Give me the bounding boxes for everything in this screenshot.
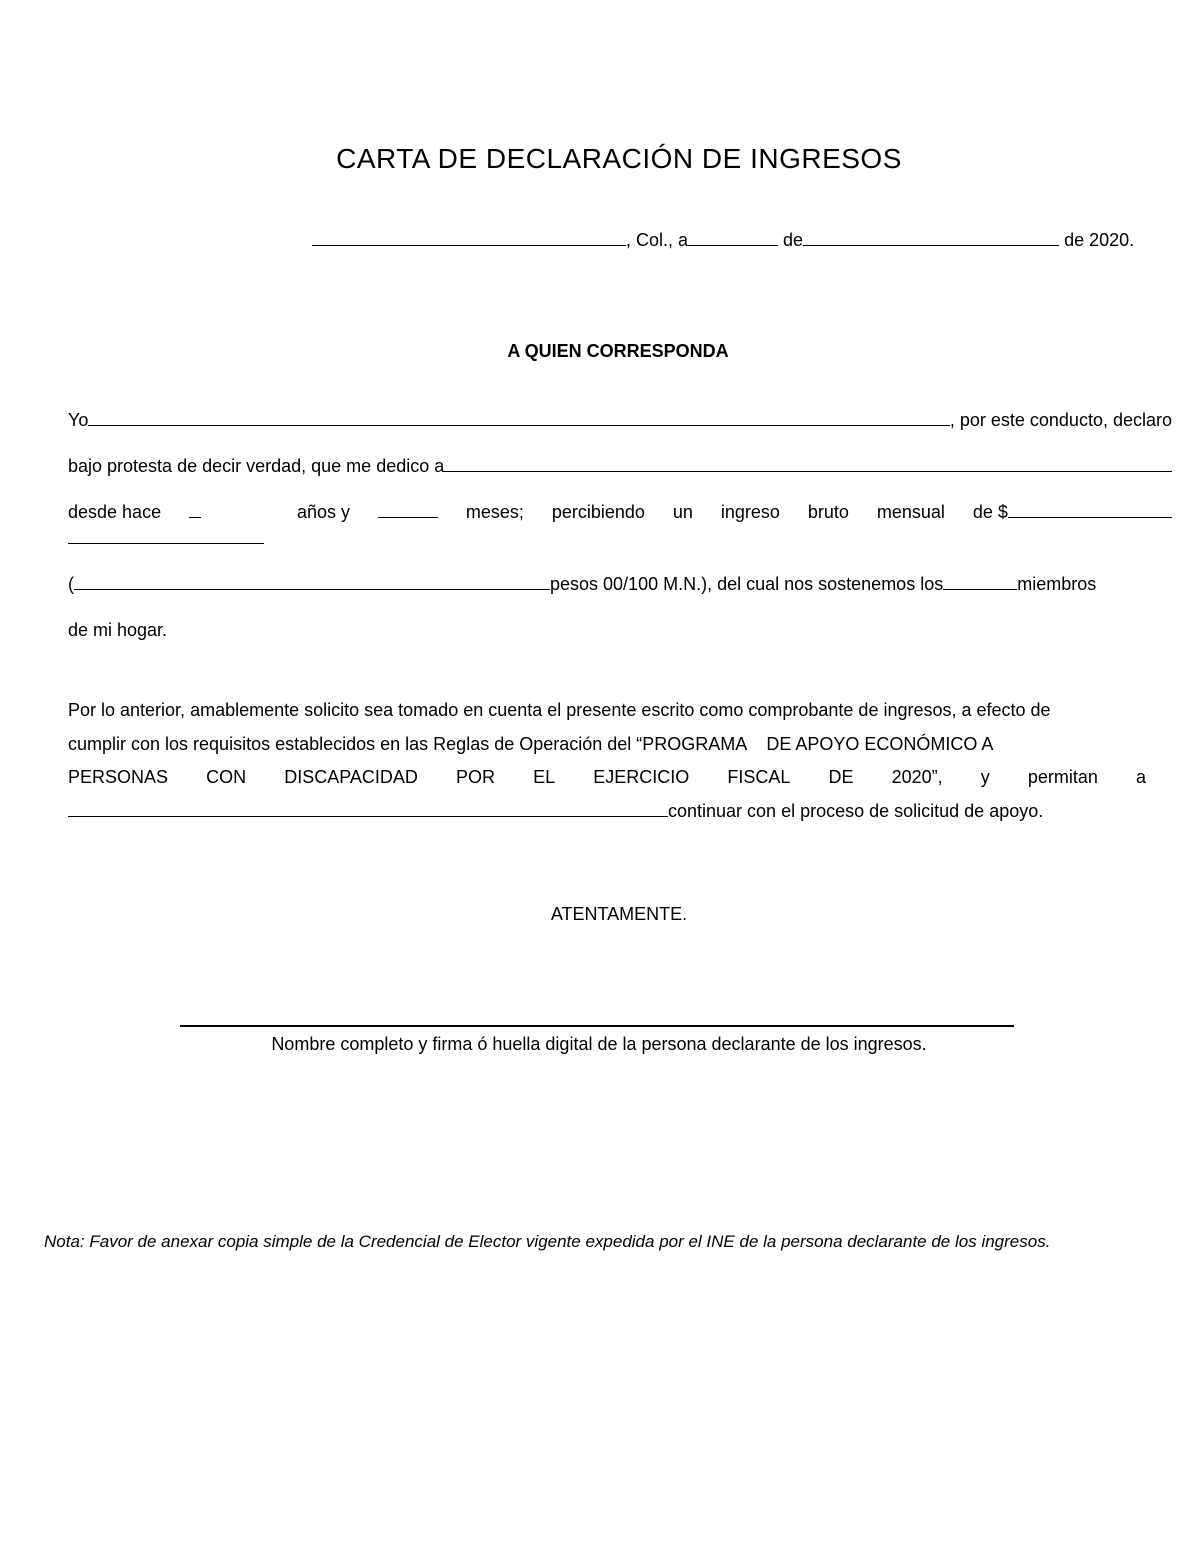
p2-word: FISCAL (727, 767, 791, 787)
de-dollar-text: de $ (972, 502, 1008, 522)
place-blank[interactable] (312, 229, 626, 246)
salutation: A QUIEN CORRESPONDA (507, 341, 729, 361)
body-line-amount-continued (68, 527, 264, 549)
closing: ATENTAMENTE. (550, 904, 688, 924)
p2-word: y (980, 767, 990, 787)
body-line-amount-words (68, 573, 1172, 595)
de-text: de (778, 230, 804, 250)
pesos-text: pesos 00/100 M.N.), del cual nos sostenemos los (550, 574, 944, 594)
ingreso-text: ingreso (720, 502, 780, 522)
yo-text: Yo (68, 410, 89, 430)
note: Nota: Favor de anexar copia simple de la Credencial de Elector vigente expedida por el INE de la persona declarante de los ingresos. (44, 1232, 1051, 1251)
signature-caption: Nombre completo y firma ó huella digital de la persona declarante de los ingresos. (271, 1034, 927, 1054)
members-blank[interactable] (943, 573, 1017, 590)
name-blank[interactable] (88, 409, 949, 426)
month-blank[interactable] (803, 229, 1059, 246)
amount-words-blank[interactable] (74, 573, 550, 590)
body-line-name (68, 409, 1172, 431)
amount-continued-blank[interactable] (68, 527, 264, 544)
p2-word: a (1135, 767, 1146, 787)
un-text: un (672, 502, 693, 522)
declaro-text: , por este conducto, declaro (949, 410, 1172, 430)
p2-word: POR (456, 767, 496, 787)
meses-text: meses; (465, 502, 524, 522)
document-title: CARTA DE DECLARACIÓN DE INGRESOS (336, 143, 902, 174)
miembros-text: miembros (1017, 574, 1097, 594)
body-line-hogar: de mi hogar. (68, 620, 168, 640)
open-paren-text: ( (68, 574, 74, 594)
p2-word: 2020”, (891, 767, 943, 787)
place-date-line (312, 229, 1134, 251)
body-line-income (68, 501, 1172, 523)
occupation-blank[interactable] (444, 455, 1172, 472)
body-line-occupation (68, 455, 1172, 477)
paragraph2-line2: cumplir con los requisitos establecidos en las Reglas de Operación del “PROGRAMA DE APOYO ECONÓMICO A (68, 734, 994, 754)
years-blank[interactable] (189, 501, 201, 518)
p2-word: permitan (1027, 767, 1098, 787)
percibiendo-text: percibiendo (551, 502, 645, 522)
reason-blank[interactable] (68, 800, 668, 817)
paragraph2-line4 (68, 800, 1043, 822)
continuar-text: continuar con el proceso de solicitud de apoyo. (668, 801, 1044, 821)
dedico-text: bajo protesta de decir verdad, que me dedico a (68, 456, 445, 476)
col-text: , Col., a (626, 230, 689, 250)
signature-line[interactable] (180, 1025, 1014, 1027)
mensual-text: mensual (876, 502, 945, 522)
bruto-text: bruto (807, 502, 849, 522)
desde-hace-text: desde hace (68, 502, 162, 522)
paragraph2-line1: Por lo anterior, amablemente solicito sea tomado en cuenta el presente escrito como comprobante de ingresos, a efecto de (68, 700, 1051, 720)
year-text: de 2020. (1059, 230, 1135, 250)
p2-word: PERSONAS (68, 767, 169, 787)
anos-y-text: años y (296, 502, 350, 522)
p2-word: DISCAPACIDAD (284, 767, 418, 787)
p2-word: CON (206, 767, 247, 787)
paragraph2-line3 (68, 766, 1146, 788)
months-blank[interactable] (378, 501, 438, 518)
amount-blank[interactable] (1008, 501, 1172, 518)
p2-word: EJERCICIO (593, 767, 690, 787)
p2-word: EL (533, 767, 556, 787)
p2-word: DE (828, 767, 854, 787)
day-blank[interactable] (688, 229, 778, 246)
